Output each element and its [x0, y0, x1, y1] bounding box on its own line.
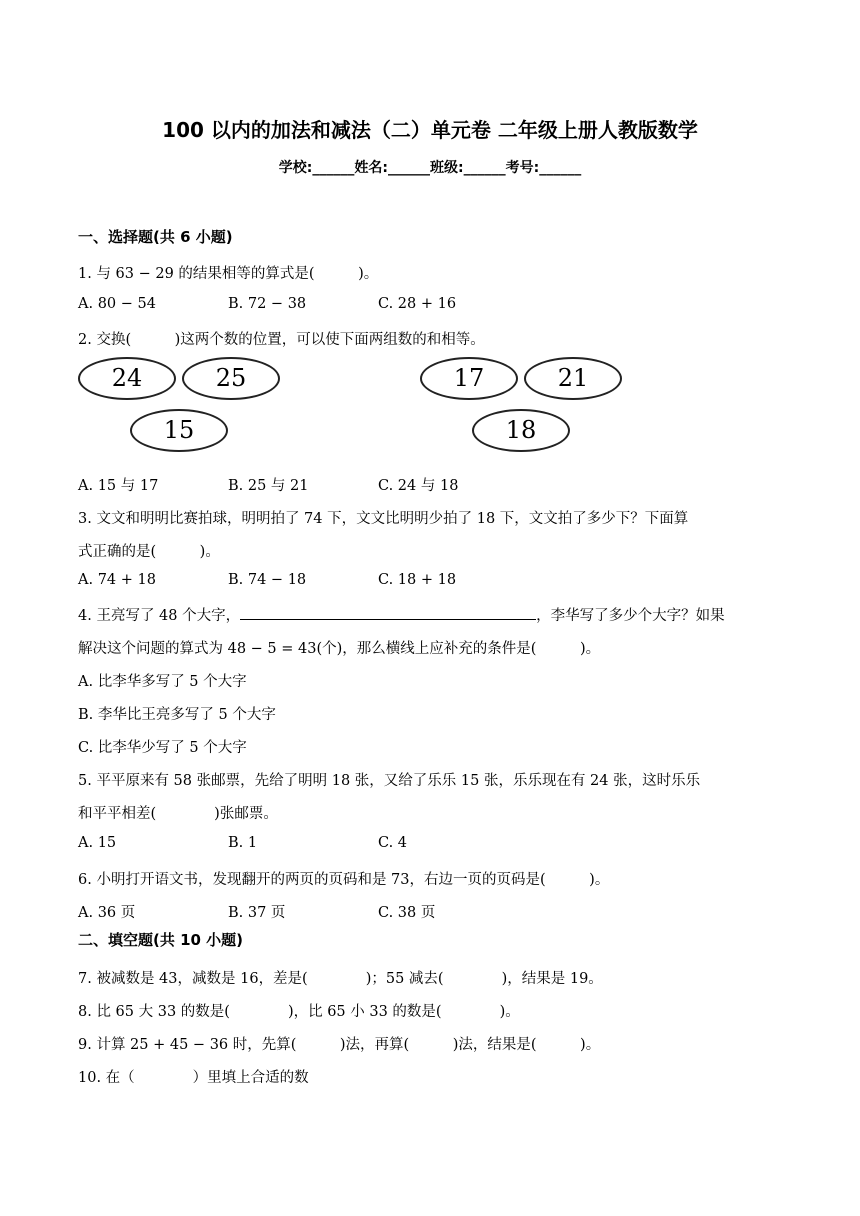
q6-option-b: B. 37 页	[228, 905, 286, 921]
q1-option-c: C. 28 + 16	[378, 296, 457, 312]
number-oval: 17	[420, 357, 518, 400]
section-choice-heading: 一、选择题(共 6 小题)	[78, 228, 233, 246]
number-oval: 21	[524, 357, 622, 400]
q4-text-start: 4. 王亮写了 48 个大字，	[78, 608, 241, 624]
q5-option-c: C. 4	[378, 835, 408, 851]
question-7: 7. 被减数是 43，减数是 16，差是( )；55 减去( )，结果是 19。	[78, 971, 603, 987]
q4-option-a: A. 比李华多写了 5 个大字	[78, 674, 247, 690]
q6-option-a: A. 36 页	[78, 905, 136, 921]
question-6: 6. 小明打开语文书，发现翻开的两页的页码和是 73，右边一页的页码是( )。	[78, 872, 610, 888]
q5-option-a: A. 15	[78, 835, 117, 851]
page-title: 100 以内的加法和减法（二）单元卷 二年级上册人教版数学	[162, 118, 698, 142]
question-4-line-2: 解决这个问题的算式为 48 − 5 = 43(个)，那么横线上应补充的条件是( )。	[78, 641, 601, 657]
q2-option-a: A. 15 与 17	[78, 478, 159, 494]
q4-option-c: C. 比李华少写了 5 个大字	[78, 740, 247, 756]
q3-option-a: A. 74 + 18	[78, 572, 156, 588]
question-10: 10. 在（ ）里填上合适的数	[78, 1070, 309, 1086]
answer-blank-line[interactable]	[240, 605, 536, 620]
q1-option-b: B. 72 − 38	[228, 296, 307, 312]
question-1: 1. 与 63 − 29 的结果相等的算式是( )。	[78, 266, 379, 282]
question-9: 9. 计算 25 + 45 − 36 时，先算( )法，再算( )法，结果是( )。	[78, 1037, 601, 1053]
question-2: 2. 交换( )这两个数的位置，可以使下面两组数的和相等。	[78, 332, 485, 348]
number-oval: 15	[130, 409, 228, 452]
q2-option-c: C. 24 与 18	[378, 478, 459, 494]
q4-text-end: ，李华写了多少个大字？如果	[536, 608, 725, 624]
q6-option-c: C. 38 页	[378, 905, 436, 921]
q2-option-b: B. 25 与 21	[228, 478, 309, 494]
question-8: 8. 比 65 大 33 的数是( )，比 65 小 33 的数是( )。	[78, 1004, 520, 1020]
number-oval: 18	[472, 409, 570, 452]
q1-option-a: A. 80 − 54	[78, 296, 156, 312]
number-oval: 25	[182, 357, 280, 400]
q4-option-b: B. 李华比王亮多写了 5 个大字	[78, 707, 276, 723]
q3-option-c: C. 18 + 18	[378, 572, 457, 588]
section-fill-heading: 二、填空题(共 10 小题)	[78, 931, 244, 949]
question-3-line-1: 3. 文文和明明比赛拍球，明明拍了 74 下，文文比明明少拍了 18 下，文文拍了多少下？下面算	[78, 511, 689, 527]
student-info-line: 学校:______姓名:______班级:______考号:______	[278, 160, 582, 176]
q3-option-b: B. 74 − 18	[228, 572, 307, 588]
question-5-line-1: 5. 平平原来有 58 张邮票，先给了明明 18 张，又给了乐乐 15 张，乐乐现在有 24 张，这时乐乐	[78, 773, 701, 789]
question-5-line-2: 和平平相差( )张邮票。	[78, 806, 278, 822]
q5-option-b: B. 1	[228, 835, 258, 851]
number-oval: 24	[78, 357, 176, 400]
question-4-line-1	[78, 604, 725, 625]
question-3-line-2: 式正确的是( )。	[78, 544, 220, 560]
